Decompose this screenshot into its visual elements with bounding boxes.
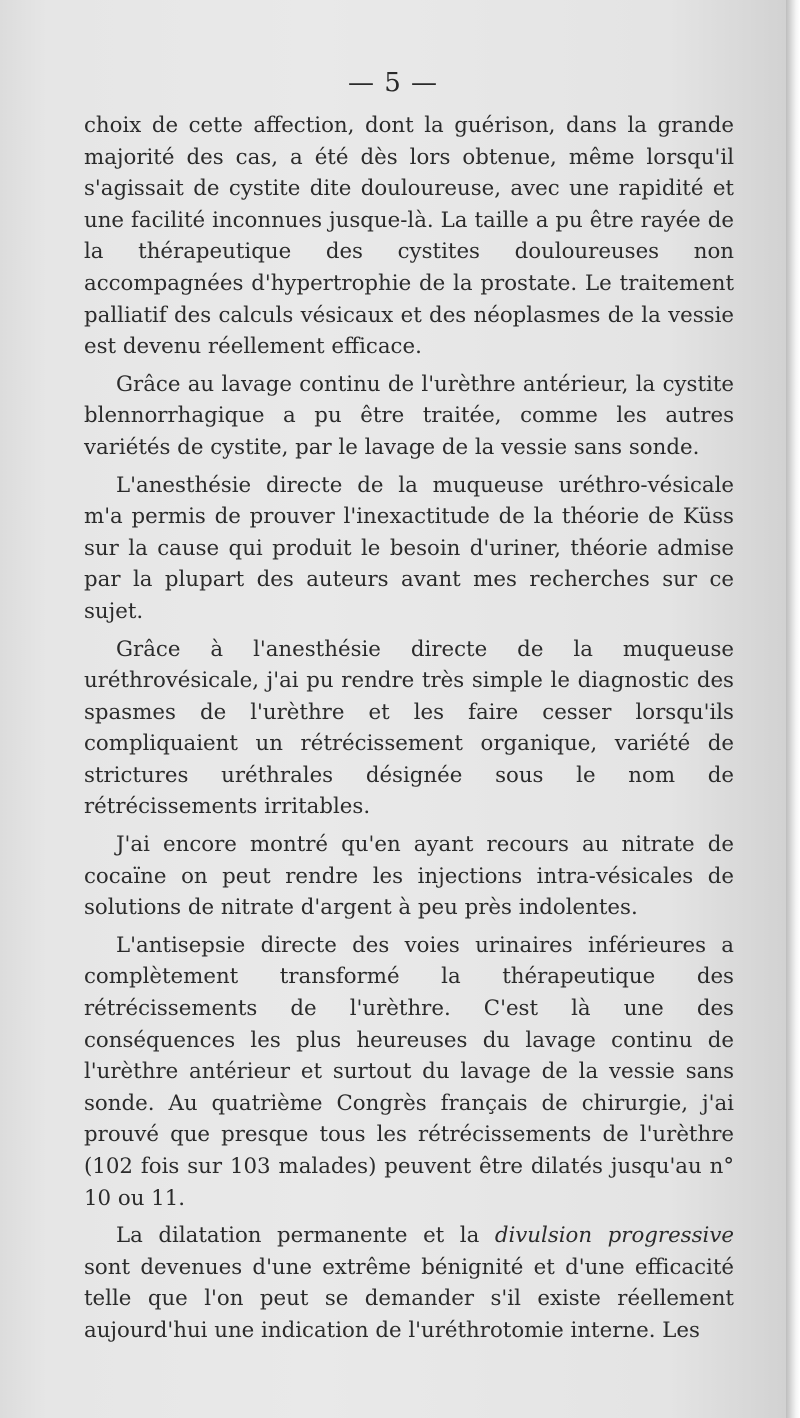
page-text-body	[84, 110, 734, 1347]
paragraph-7-end: sont devenues d'une extrême bénignité et d'une efficacité telle que l'on peut se demander s'il existe réellement aujourd'hui une indication de l'uréthrotomie interne. Les	[84, 1254, 734, 1343]
paragraph-6: L'antisepsie directe des voies urinaires inférieures a complètement transformé la thérapeutique des rétrécissements de l'urèthre. C'est là une des conséquences les plus heureuses du lavage continu de l'urèthre antérieur et surtout du lavage de la vessie sans sonde. Au quatrième Congrès français de chirurgie, j'ai prouvé que presque tous les rétrécissements de l'urèthre (102 fois sur 103 malades) peuvent être dilatés jusqu'au n° 10 ou 11.	[84, 932, 734, 1211]
paragraph-5: J'ai encore montré qu'en ayant recours au nitrate de cocaïne on peut rendre les injections intra-vésicales de solutions de nitrate d'argent à peu près indolentes.	[84, 832, 734, 921]
paragraph-1: choix de cette affection, dont la guérison, dans la grande majorité des cas, a été dès lors obtenue, même lorsqu'il s'agissait de cystite dite douloureuse, avec une rapidité et une facilité inconnues jusque-là. La taille a pu être rayée de la thérapeutique des cystites douloureuses non accompagnées d'hypertrophie de la prostate. Le traitement palliatif des calculs vésicaux et des néoplasmes de la vessie est devenu réellement efficace.	[84, 113, 734, 360]
page-number: — 5 —	[347, 68, 439, 98]
page-edge	[786, 0, 800, 1418]
paragraph-7	[84, 1220, 734, 1346]
paragraph-7-start: La dilatation permanente et la	[116, 1223, 495, 1249]
paragraph-3: L'anesthésie directe de la muqueuse uréthro-vésicale m'a permis de prouver l'inexactitude de la théorie de Küss sur la cause qui produit le besoin d'uriner, théorie admise par la plupart des auteurs avant mes recherches sur ce sujet.	[84, 472, 734, 624]
emphasized-phrase: divulsion progressive	[494, 1223, 734, 1249]
paragraph-2: Grâce au lavage continu de l'urèthre antérieur, la cystite blennorrhagique a pu être traitée, comme les autres variétés de cystite, par le lavage de la vessie sans sonde.	[84, 371, 734, 460]
paragraph-4: Grâce à l'anesthésie directe de la muqueuse uréthrovésicale, j'ai pu rendre très simple le diagnostic des spasmes de l'urèthre et les faire cesser lorsqu'ils compliquaient un rétrécissement organique, variété de strictures uréthrales désignée sous le nom de rétrécissements irritables.	[84, 636, 734, 820]
